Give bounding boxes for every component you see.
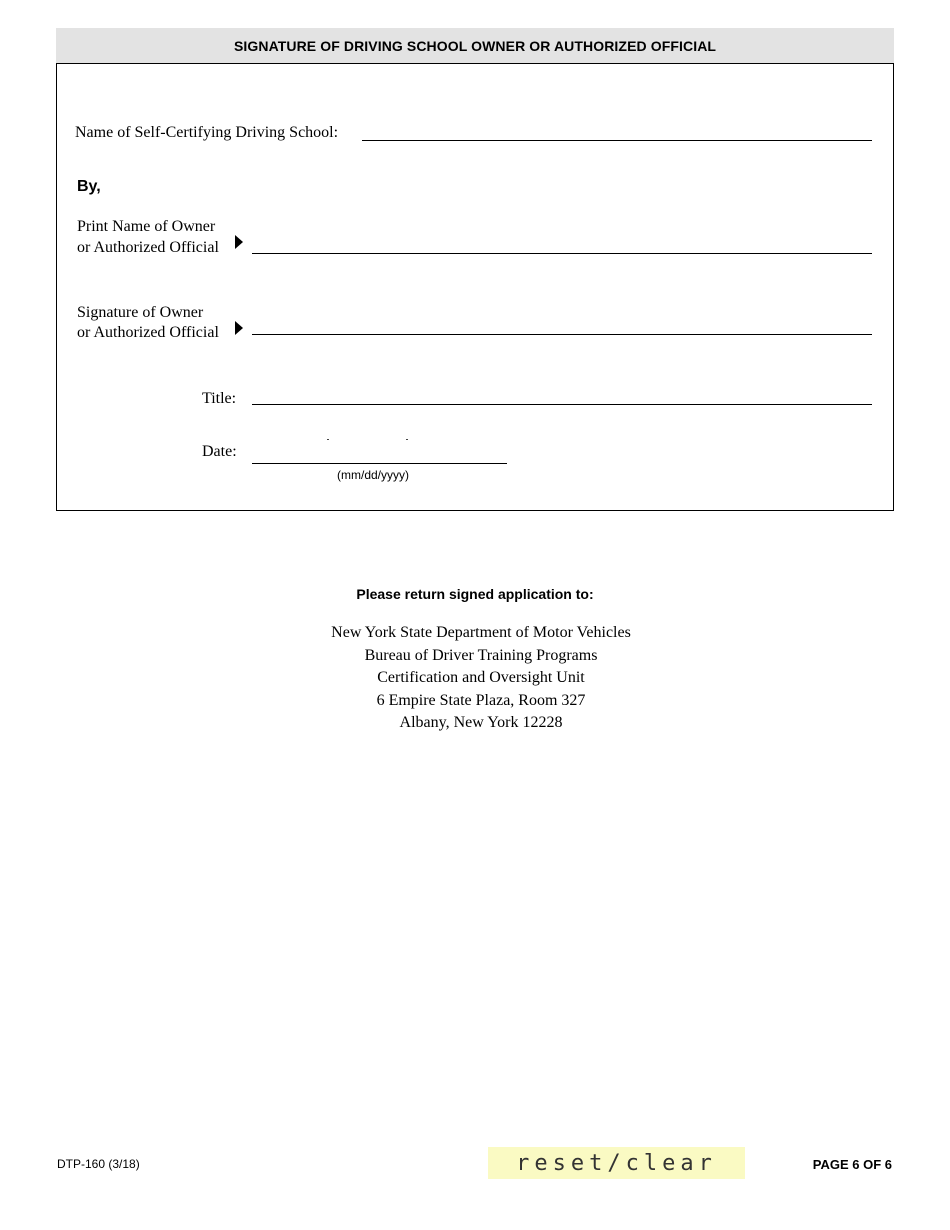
address-line: Albany, New York 12228 bbox=[399, 714, 563, 731]
signature-form bbox=[56, 63, 894, 511]
mailing-address bbox=[0, 622, 950, 735]
form-id: DTP-160 (3/18) bbox=[57, 1157, 140, 1171]
date-field[interactable] bbox=[252, 443, 507, 464]
school-name-field[interactable] bbox=[362, 120, 872, 141]
section-title: SIGNATURE OF DRIVING SCHOOL OWNER OR AUTHORIZED OFFICIAL bbox=[56, 28, 894, 64]
return-heading: Please return signed application to: bbox=[356, 586, 594, 602]
signature-label-line1: Signature of Owner bbox=[77, 304, 204, 321]
print-name-label-line2: or Authorized Official bbox=[77, 239, 219, 256]
date-format-hint: (mm/dd/yyyy) bbox=[337, 468, 409, 482]
reset-clear-button[interactable]: reset/clear bbox=[488, 1147, 745, 1179]
date-label: Date: bbox=[202, 443, 237, 460]
title-label: Title: bbox=[202, 390, 237, 407]
title-field[interactable] bbox=[252, 384, 872, 405]
address-line: Certification and Oversight Unit bbox=[377, 669, 585, 686]
arrow-right-icon bbox=[235, 321, 243, 335]
address-line: New York State Department of Motor Vehicles bbox=[331, 624, 631, 641]
by-label: By, bbox=[77, 178, 101, 195]
page-number: PAGE 6 OF 6 bbox=[812, 1157, 892, 1172]
school-name-label: Name of Self-Certifying Driving School: bbox=[75, 124, 339, 141]
date-separator-mark bbox=[327, 439, 329, 440]
arrow-right-icon bbox=[235, 235, 243, 249]
address-line: Bureau of Driver Training Programs bbox=[364, 646, 598, 664]
print-name-label-line1: Print Name of Owner bbox=[77, 218, 216, 235]
print-name-field[interactable] bbox=[252, 233, 872, 254]
signature-field[interactable] bbox=[252, 314, 872, 335]
address-line: 6 Empire State Plaza, Room 327 bbox=[376, 691, 586, 709]
signature-label-line2: or Authorized Official bbox=[77, 324, 219, 341]
date-separator-mark bbox=[406, 439, 408, 440]
